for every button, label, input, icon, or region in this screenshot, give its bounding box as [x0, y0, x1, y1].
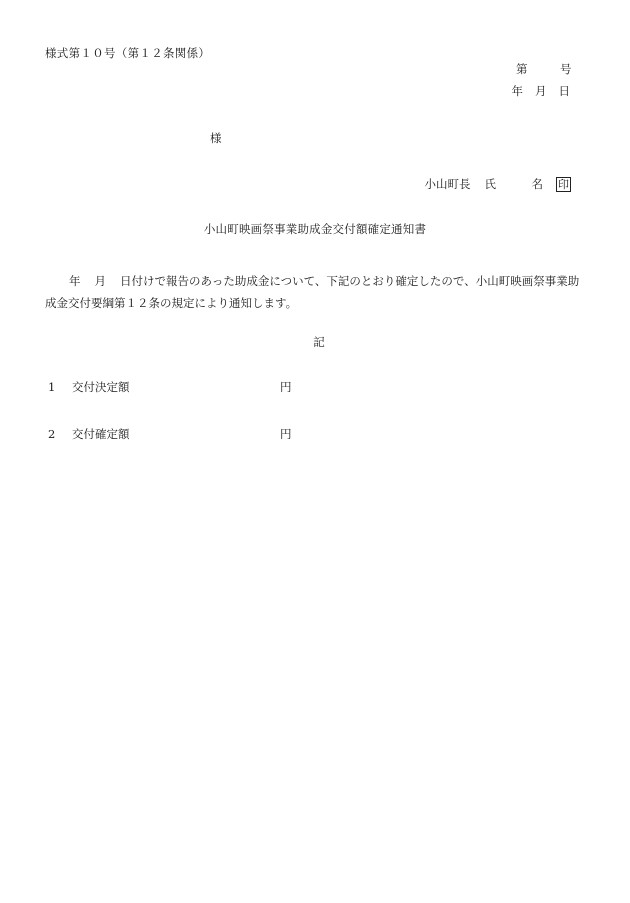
- reference-number: [516, 64, 570, 76]
- item-row: [48, 429, 292, 441]
- addressee: 様: [210, 131, 222, 145]
- body-month: 月: [94, 274, 106, 288]
- date-day: 日: [558, 84, 570, 98]
- date-month: 月: [535, 84, 547, 98]
- body-paragraph: [45, 270, 585, 314]
- seal-box: 印: [558, 178, 569, 191]
- body-year: 年: [69, 274, 81, 288]
- item-row: [48, 382, 292, 394]
- sender-block: [425, 177, 572, 192]
- item-unit: 円: [280, 427, 292, 441]
- ki-heading: 記: [313, 335, 325, 349]
- sender-name-label: 氏 名: [484, 176, 555, 191]
- issue-date: [512, 86, 571, 98]
- reference-dai: 第: [516, 62, 528, 76]
- date-year: 年: [511, 84, 523, 98]
- item-unit: 円: [280, 380, 292, 394]
- reference-go: 号: [560, 62, 572, 76]
- item-number: 2: [48, 427, 56, 441]
- item-label: 交付確定額: [72, 427, 130, 441]
- body-line1-rest: 日付けで報告のあった助成金について、下記のとおり確定したので、小山町映画祭事業助: [120, 274, 580, 288]
- sender-title: 小山町長: [424, 176, 471, 191]
- document-title: 小山町映画祭事業助成金交付額確定通知書: [203, 222, 427, 236]
- form-number: 様式第１０号（第１２条関係）: [45, 46, 211, 60]
- body-line-1: [45, 270, 585, 292]
- body-line-2: 成金交付要綱第１２条の規定により通知します。: [45, 296, 298, 310]
- item-label: 交付決定額: [72, 380, 130, 394]
- item-number: 1: [48, 380, 56, 394]
